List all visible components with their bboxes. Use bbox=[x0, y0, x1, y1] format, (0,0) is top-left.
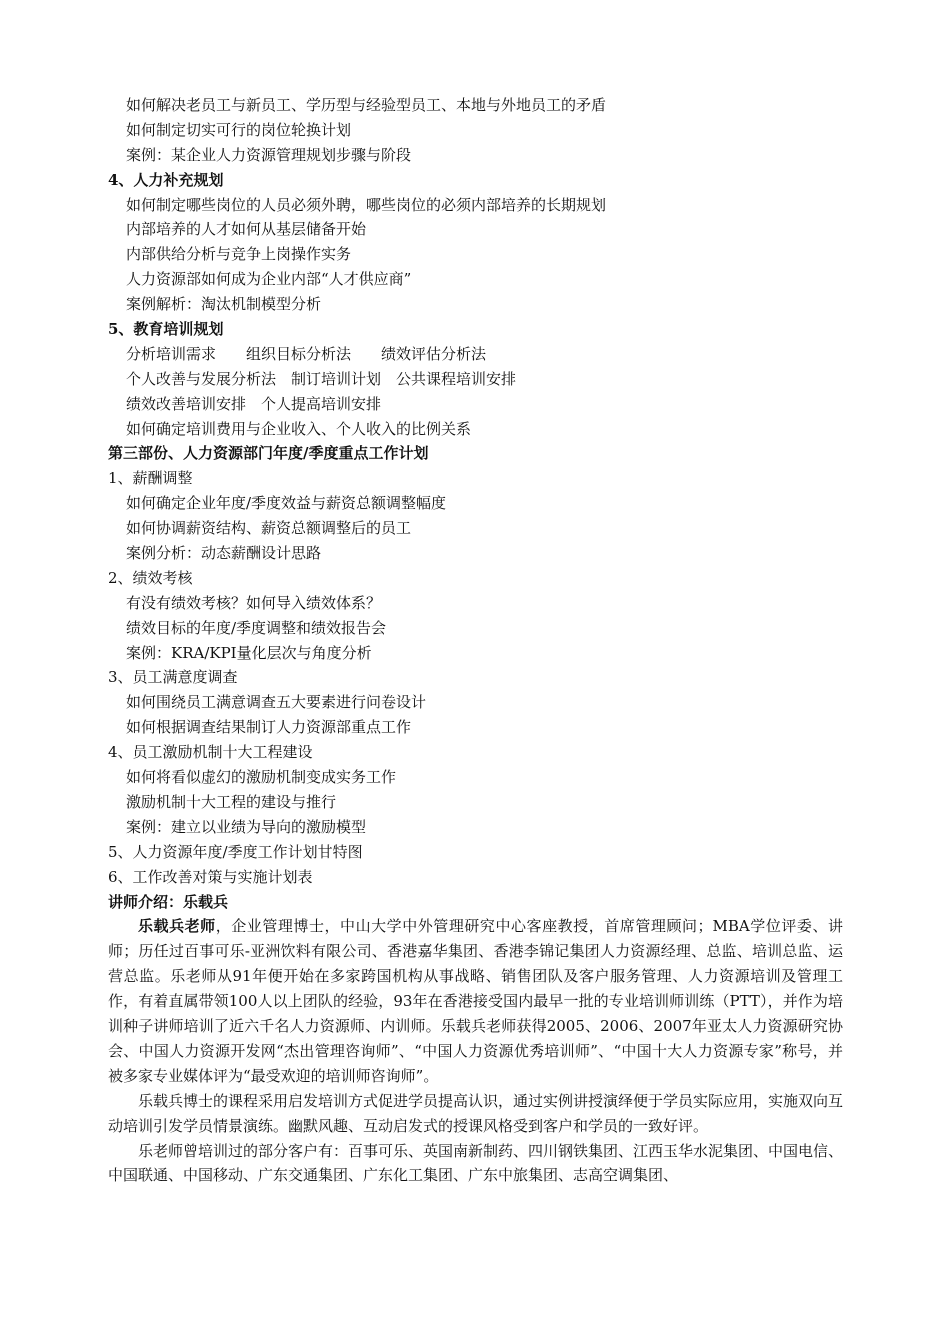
outline-line: 如何解决老员工与新员工、学历型与经验型员工、本地与外地员工的矛盾 bbox=[126, 96, 607, 114]
document-body bbox=[108, 93, 843, 1188]
outline-line: 人力资源部如何成为企业内部“人才供应商” bbox=[126, 270, 412, 289]
bio-paragraph-2: 乐载兵博士的课程采用启发培训方式促进学员提高认识，通过实例讲授演绎便于学员实际应用，实施双向互动培训引发学员情景演练。幽默风趣、互动启发式的授课风格受到客户和学员的一致好评。 bbox=[108, 1091, 844, 1135]
outline-line: 内部供给分析与竞争上岗操作实务 bbox=[126, 245, 352, 264]
outline-line: 如何将看似虚幻的激励机制变成实务工作 bbox=[126, 768, 397, 787]
outline-line: 绩效改善培训安排 个人提高培训安排 bbox=[126, 394, 382, 413]
outline-line: 如何协调薪资结构、薪资总额调整后的员工 bbox=[126, 519, 412, 538]
outline-line: 5、教育培训规划 bbox=[108, 320, 224, 339]
outline-line: 2、绩效考核 bbox=[108, 568, 193, 587]
outline-line: 激励机制十大工程的建设与推行 bbox=[126, 792, 337, 811]
outline-line: 案例解析：淘汰机制模型分析 bbox=[126, 295, 322, 314]
outline-line: 如何根据调查结果制订人力资源部重点工作 bbox=[126, 718, 412, 737]
outline-line: 案例：KRA/KPI量化层次与角度分析 bbox=[126, 643, 372, 662]
outline-line: 如何制定哪些岗位的人员必须外聘，哪些岗位的必须内部培养的长期规划 bbox=[126, 195, 607, 214]
outline-line: 分析培训需求 组织目标分析法 绩效评估分析法 bbox=[126, 344, 487, 363]
outline-line: 有没有绩效考核？如何导入绩效体系？ bbox=[126, 593, 382, 612]
outline-line: 3、员工满意度调查 bbox=[108, 668, 238, 687]
outline-line: 案例分析：动态薪酬设计思路 bbox=[126, 544, 322, 563]
outline-line: 4、人力补充规划 bbox=[108, 170, 224, 189]
outline-line: 个人改善与发展分析法 制订培训计划 公共课程培训安排 bbox=[126, 369, 517, 388]
bio-text: ，企业管理博士，中山大学中外管理研究中心客座教授，首席管理顾问；MBA学位评委、讲师；历任过百事可乐-亚洲饮料有限公司、香港嘉华集团、香港李锦记集团人力资源经理、总监、培训总监、运营总监。乐老师从91年便开始在多家跨国机构从事战略、销售团队及客户服务管理、人力资源培训及管理工作，有着直属带领100人以上团队的经验，93年在香港接受国内最早一批的专业培训师训练（PTT），并作为培训种子讲师培训了近六千名人力资源师、内训师。乐载兵老师获得2005、2006、2007年亚太人力资源研究协会、中国人力资源开发网“杰出管理咨询师”、“中国人力资源优秀培训师”、“中国十大人力资源专家”称号，并被多家专业媒体评为“最受欢迎的培训师咨询师”。 bbox=[108, 917, 843, 1085]
outline-line: 4、员工激励机制十大工程建设 bbox=[108, 743, 313, 762]
outline-line: 如何制定切实可行的岗位轮换计划 bbox=[126, 120, 352, 139]
outline-line: 5、人力资源年度/季度工作计划甘特图 bbox=[108, 842, 363, 861]
outline-line: 第三部份、人力资源部门年度/季度重点工作计划 bbox=[108, 444, 429, 463]
outline-line: 6、工作改善对策与实施计划表 bbox=[108, 867, 313, 886]
outline-line: 案例：建立以业绩为导向的激励模型 bbox=[126, 817, 367, 836]
lecturer-name: 乐载兵老师 bbox=[138, 917, 216, 936]
outline-line: 如何围绕员工满意调查五大要素进行问卷设计 bbox=[126, 693, 427, 712]
outline-line: 绩效目标的年度/季度调整和绩效报告会 bbox=[126, 618, 387, 637]
outline-line: 如何确定企业年度/季度效益与薪资总额调整幅度 bbox=[126, 494, 447, 513]
bio-paragraph-3: 乐老师曾培训过的部分客户有：百事可乐、英国南新制药、四川钢铁集团、江西玉华水泥集团、中国电信、中国联通、中国移动、广东交通集团、广东化工集团、广东中旅集团、志高空调集团、 bbox=[108, 1141, 844, 1185]
outline-line: 案例：某企业人力资源管理规划步骤与阶段 bbox=[126, 145, 412, 164]
bio-paragraph-1 bbox=[108, 914, 843, 1088]
outline-line: 1、薪酬调整 bbox=[108, 469, 193, 488]
outline-line: 如何确定培训费用与企业收入、个人收入的比例关系 bbox=[126, 419, 472, 438]
outline-line: 讲师介绍：乐载兵 bbox=[108, 892, 229, 911]
outline-lines bbox=[108, 93, 843, 914]
outline-line: 内部培养的人才如何从基层储备开始 bbox=[126, 220, 367, 239]
